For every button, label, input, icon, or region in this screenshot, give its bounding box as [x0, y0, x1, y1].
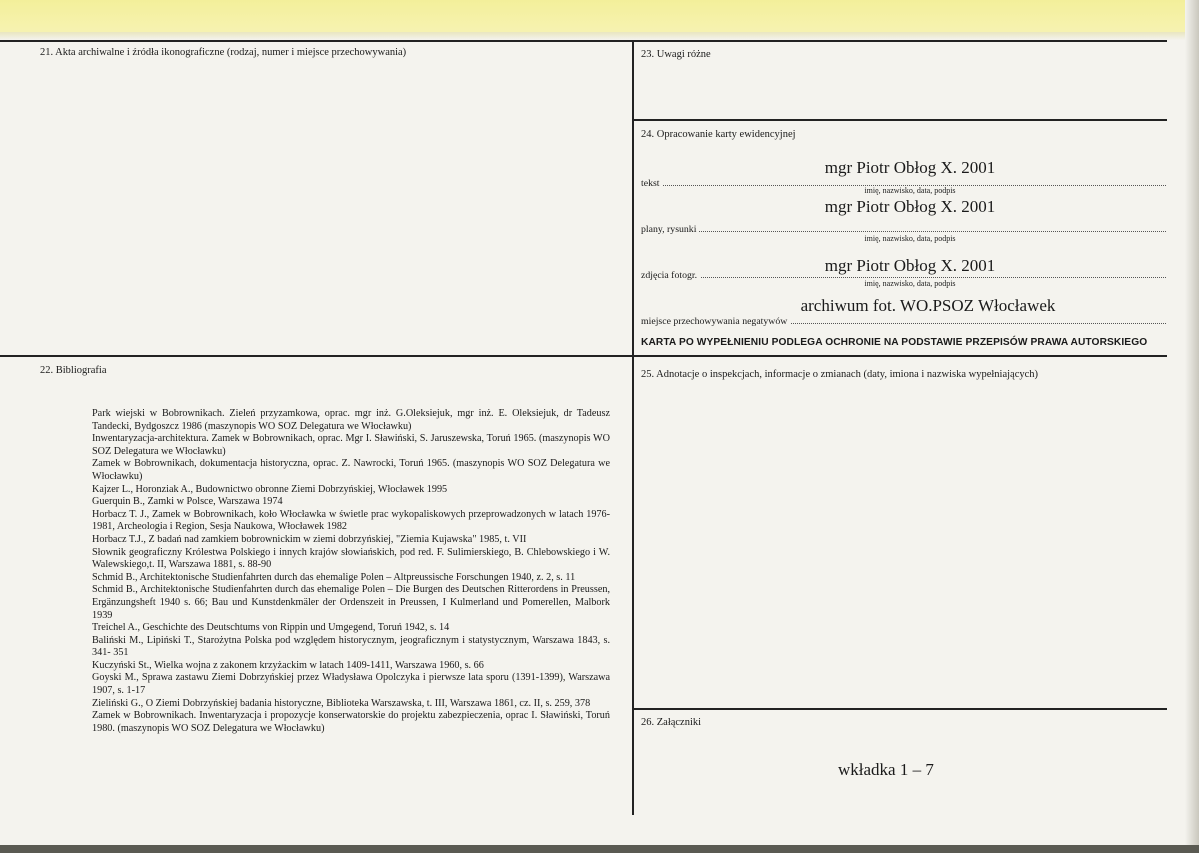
bibliography-entry: Kajzer L., Horonziak A., Budownictwo obronne Ziemi Dobrzyńskiej, Włocławek 1995: [92, 483, 448, 495]
tekst-hint: imię, nazwisko, data, podpis: [864, 186, 956, 195]
zdjecia-signature: mgr Piotr Obłog X. 2001: [824, 256, 996, 275]
bibliography-entry: Schmid B., Architektonische Studienfahrten durch das ehemalige Polen – Altpreussische Forschungen 1940, z. 2, s. 11: [92, 571, 576, 583]
bibliography-entry: Zamek w Bobrownikach. Inwentaryzacja i propozycje konserwatorskie do projektu zabezpieczenia, oprac I. Sławiński, Toruń 1980. (maszynopis WO SOZ Delegatura we Włocławku): [92, 710, 610, 734]
bibliography-entry: Treichel A., Geschichte des Deutschtums von Rippin und Umgegend, Toruń 1942, s. 14: [92, 622, 450, 634]
section-22-label: 22. Bibliografia: [40, 365, 107, 376]
bibliography-entry: Baliński M., Lipiński T., Starożytna Polska pod względem historycznym, jeograficznym i statystycznym, Warszawa 1843, s. 341- 351: [92, 634, 610, 659]
yellow-tab-strip: [0, 0, 1199, 36]
miejsce-value: archiwum fot. WO.PSOZ Włocławek: [800, 296, 1056, 315]
section-21-label: 21. Akta archiwalne i źródła ikonograficzne (rodzaj, numer i miejsce przechowywania): [40, 47, 407, 58]
zdjecia-label: zdjęcia fotogr.: [641, 270, 700, 281]
page-top-edge: [0, 32, 1199, 40]
plany-hint: imię, nazwisko, data, podpis: [864, 234, 956, 243]
bibliography-entry: Horbacz T. J., Zamek w Bobrownikach, koło Włocławka w świetle prac wykopaliskowych przeprowadzonych w latach 1976-1981, Archeologia i Region, Sesja Naukowa, Włocławek 1982: [92, 508, 610, 533]
bibliography-entry: Horbacz T.J., Z badań nad zamkiem bobrownickim w ziemi dobrzyńskiej, "Ziemia Kujawska" 1985, t. VII: [92, 533, 527, 545]
section-23-label: 23. Uwagi różne: [641, 49, 711, 60]
bibliography-entry: Kuczyński St., Wielka wojna z zakonem krzyżackim w latach 1409-1411, Warszawa 1960, s. 66: [92, 659, 484, 671]
plany-dotted-line: [641, 231, 1166, 232]
top-divider: [0, 40, 1167, 42]
bibliography-entry: Inwentaryzacja-architektura. Zamek w Bobrownikach, oprac. Mgr I. Sławiński, S. Jaruszewska, Toruń 1965. (maszynopis WO SOZ Delegatura we Włocławku): [92, 433, 610, 457]
copyright-notice: KARTA PO WYPEŁNIENIU PODLEGA OCHRONIE NA PODSTAWIE PRZEPISÓW PRAWA AUTORSKIEGO: [641, 337, 1148, 348]
zdjecia-hint: imię, nazwisko, data, podpis: [864, 279, 956, 288]
divider-25-26: [632, 708, 1167, 710]
bibliography-entry: Schmid B., Architektonische Studienfahrten durch das ehemalige Polen – Die Burgen des Deutschen Ritterordens in Preussen, Ergänzungsheft 1940 s. 66; Bau und Kunstdenkmäler der Ordenszeit in Preussen, I Kulmerland und Pomerellen, Malbork 1939: [92, 584, 610, 621]
section-25-label: 25. Adnotacje o inspekcjach, informacje o zmianach (daty, imiona i nazwiska wypełniających): [641, 369, 1039, 380]
bibliography-list: [92, 408, 610, 735]
miejsce-field: [641, 313, 1166, 327]
attachments-value: wkładka 1 – 7: [838, 760, 934, 779]
middle-divider: [0, 355, 1167, 357]
plany-label: plany, rysunki: [641, 224, 699, 235]
page-bottom-edge: [0, 845, 1199, 853]
bibliography-entry: Zieliński G., O Ziemi Dobrzyńskiej badania historyczne, Biblioteka Warszawska, t. III, Warszawa 1861, cz. II, s. 259, 378: [92, 697, 591, 709]
divider-23-24: [632, 119, 1167, 121]
miejsce-label: miejsce przechowywania negatywów: [641, 316, 790, 327]
bibliography-entry: Goyski M., Sprawa zastawu Ziemi Dobrzyńskiej przez Władysława Opolczyka i pierwsze lata sporu (1391-1399), Warszawa 1907, s. 1-17: [92, 672, 610, 697]
tekst-label: tekst: [641, 178, 663, 189]
section-24-label: 24. Opracowanie karty ewidencyjnej: [641, 129, 796, 140]
section-26-label: 26. Załączniki: [641, 717, 702, 728]
page-right-edge: [1185, 0, 1199, 853]
zdjecia-dotted-line: [641, 277, 1166, 278]
bibliography-entry: Słownik geograficzny Królestwa Polskiego i innych krajów słowiańskich, pod red. F. Sulimierskiego, B. Chlebowskiego i W. Walewskiego,t. II, Warszawa 1881, s. 88-90: [92, 546, 610, 571]
tekst-signature: mgr Piotr Obłog X. 2001: [824, 158, 996, 177]
plany-field: [641, 221, 1166, 235]
plany-signature: mgr Piotr Obłog X. 2001: [824, 197, 996, 216]
bibliography-entry: Guerquin B., Zamki w Polsce, Warszawa 1974: [92, 496, 283, 508]
center-divider: [632, 40, 634, 815]
bibliography-entry: Zamek w Bobrownikach, dokumentacja historyczna, oprac. Z. Nawrocki, Toruń 1965. (maszynopis WO SOZ Delegatura we Włocławku): [92, 458, 610, 482]
bibliography-entry: Park wiejski w Bobrownikach. Zieleń przyzamkowa, oprac. mgr inż. G.Oleksiejuk, mgr inż. E. Oleksiejuk, dr Tadeusz Tandecki, Bydgoszcz 1986 (maszynopis WO SOZ Delegatura we Włocławku): [92, 408, 610, 432]
